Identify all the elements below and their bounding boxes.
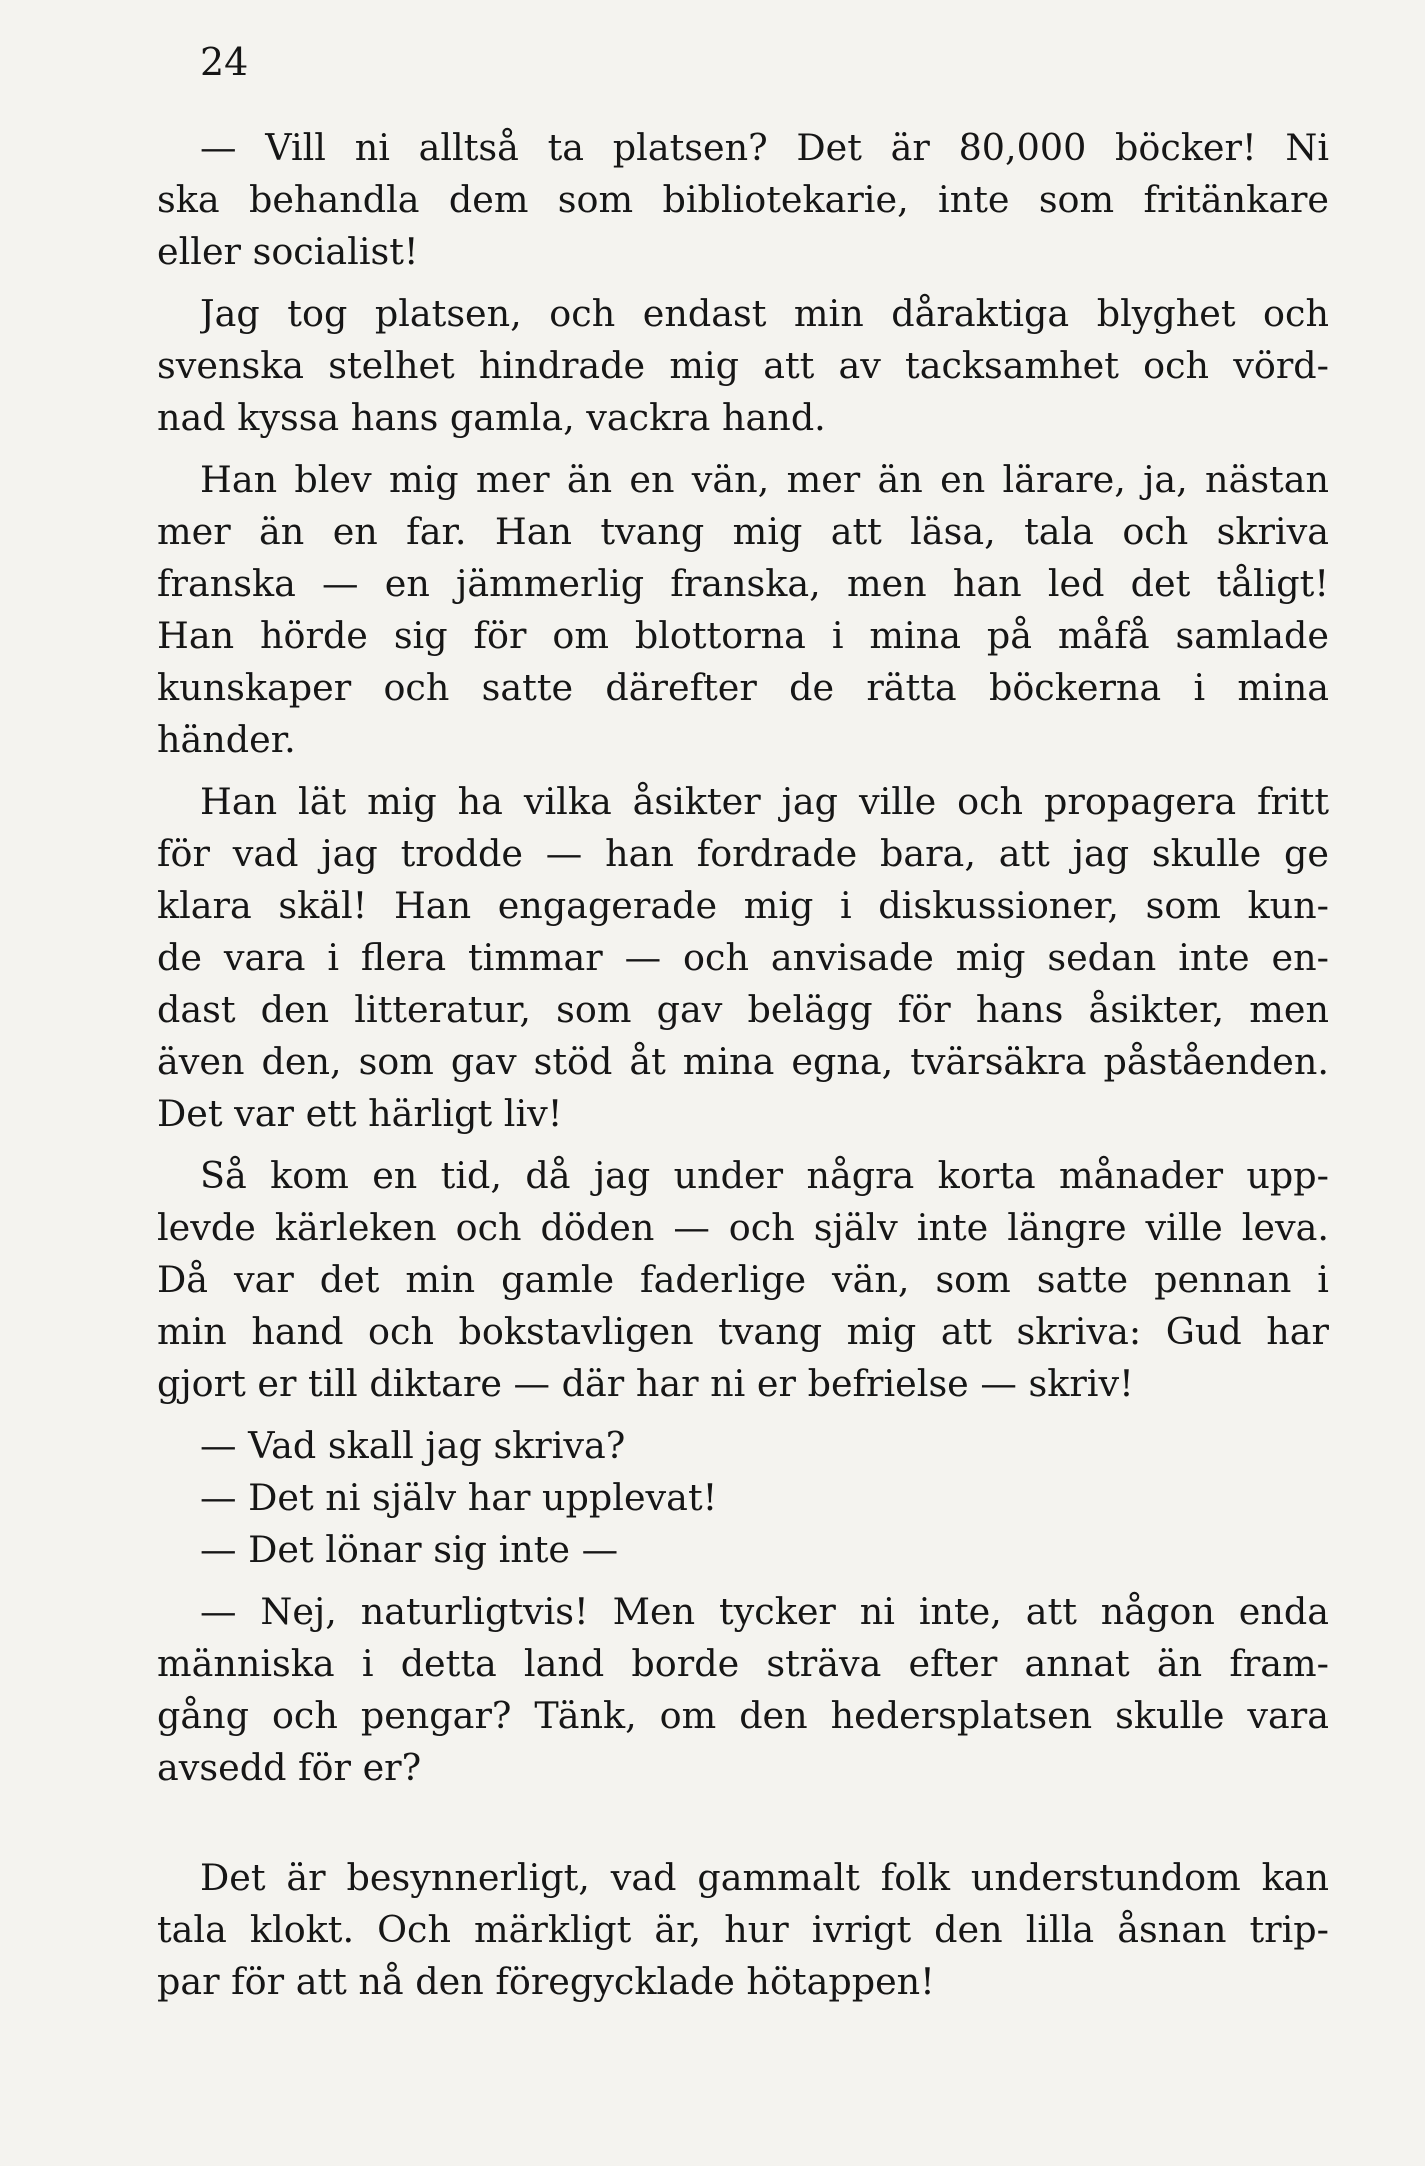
text-line: klara skäl! Han engagerade mig i diskussioner, som kun- bbox=[157, 884, 1329, 927]
text-line: Han hörde sig för om blottorna i mina på måfå samlade bbox=[157, 614, 1329, 657]
text-line: människa i detta land borde sträva efter annat än fram- bbox=[157, 1642, 1329, 1685]
text-line: par för att nå den föregycklade hötappen! bbox=[157, 1960, 935, 2003]
text-line: Så kom en tid, då jag under några korta månader upp- bbox=[200, 1154, 1329, 1197]
text-line: händer. bbox=[157, 718, 296, 761]
text-line: min hand och bokstavligen tvang mig att skriva: Gud har bbox=[157, 1310, 1329, 1353]
text-line: franska — en jämmerlig franska, men han led det tåligt! bbox=[157, 562, 1329, 605]
text-line: Han blev mig mer än en vän, mer än en lärare, ja, nästan bbox=[200, 458, 1329, 501]
text-line: — Vill ni alltså ta platsen? Det är 80,000 böcker! Ni bbox=[200, 126, 1329, 169]
text-line: mer än en far. Han tvang mig att läsa, tala och skriva bbox=[157, 510, 1329, 553]
text-line: Det är besynnerligt, vad gammalt folk understundom kan bbox=[200, 1856, 1329, 1899]
text-line: levde kärleken och döden — och själv inte längre ville leva. bbox=[157, 1206, 1329, 1249]
text-line: — Det ni själv har upplevat! bbox=[200, 1476, 718, 1519]
text-line: gjort er till diktare — där har ni er befrielse — skriv! bbox=[157, 1362, 1134, 1405]
text-line: — Nej, naturligtvis! Men tycker ni inte, att någon enda bbox=[200, 1590, 1329, 1633]
page-number: 24 bbox=[200, 40, 249, 84]
text-line: Jag tog platsen, och endast min dåraktiga blyghet och bbox=[200, 292, 1329, 335]
text-line: Då var det min gamle faderlige vän, som satte pennan i bbox=[157, 1258, 1329, 1301]
text-line: avsedd för er? bbox=[157, 1746, 422, 1789]
text-line: ska behandla dem som bibliotekarie, inte som fritänkare bbox=[157, 178, 1329, 221]
text-line: nad kyssa hans gamla, vackra hand. bbox=[157, 396, 826, 439]
text-line: kunskaper och satte därefter de rätta böckerna i mina bbox=[157, 666, 1329, 709]
text-line: svenska stelhet hindrade mig att av tacksamhet och vörd- bbox=[157, 344, 1329, 387]
text-line: eller socialist! bbox=[157, 230, 419, 273]
text-line: dast den litteratur, som gav belägg för hans åsikter, men bbox=[157, 988, 1329, 1031]
text-line: Han lät mig ha vilka åsikter jag ville och propagera fritt bbox=[200, 780, 1329, 823]
text-line: Det var ett härligt liv! bbox=[157, 1092, 563, 1135]
text-line: även den, som gav stöd åt mina egna, tvärsäkra påståenden. bbox=[157, 1040, 1329, 1083]
text-line: — Vad skall jag skriva? bbox=[200, 1424, 626, 1467]
text-line: — Det lönar sig inte — bbox=[200, 1528, 619, 1571]
text-line: de vara i flera timmar — och anvisade mig sedan inte en- bbox=[157, 936, 1329, 979]
text-line: tala klokt. Och märkligt är, hur ivrigt den lilla åsnan trip- bbox=[157, 1908, 1329, 1951]
text-line: för vad jag trodde — han fordrade bara, att jag skulle ge bbox=[157, 832, 1329, 875]
text-line: gång och pengar? Tänk, om den hedersplatsen skulle vara bbox=[157, 1694, 1329, 1737]
